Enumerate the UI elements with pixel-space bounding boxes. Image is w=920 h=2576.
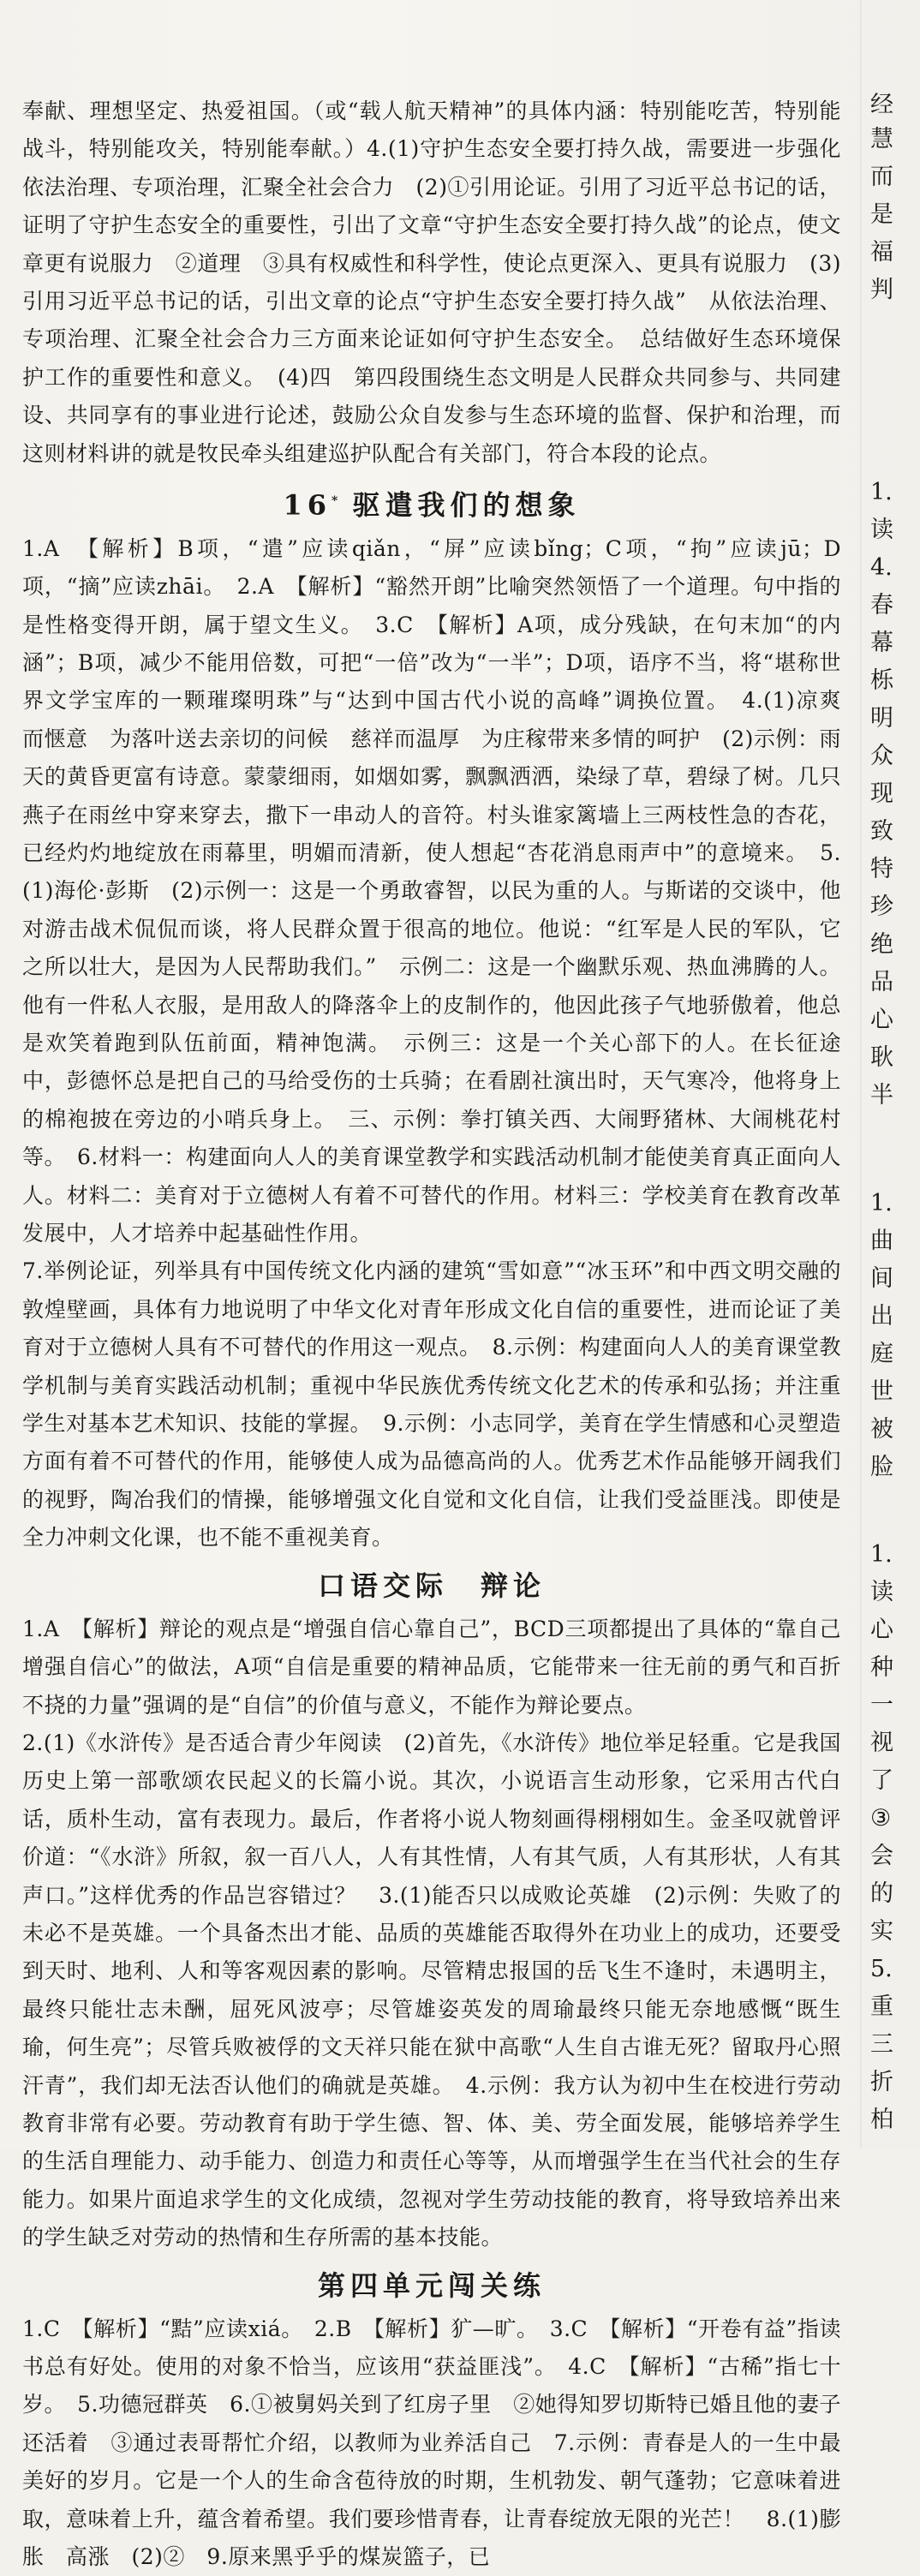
- adjacent-column-char: 现: [870, 780, 893, 807]
- adjacent-column-char: 而: [870, 164, 893, 190]
- adjacent-column-char: 幕: [870, 630, 893, 656]
- adjacent-column-char: 心: [870, 1007, 893, 1033]
- adjacent-column-char: 致: [870, 818, 893, 845]
- adjacent-column-char: 出: [870, 1303, 893, 1330]
- adjacent-column-char: 的: [870, 1880, 893, 1907]
- adjacent-column-char: 判: [870, 277, 893, 303]
- adjacent-column-char: 春: [870, 592, 893, 619]
- adjacent-column-char: 脸: [870, 1454, 893, 1480]
- section-heading: [22, 2262, 841, 2309]
- adjacent-column-char: 读: [870, 517, 893, 543]
- adjacent-column-char: 绝: [870, 931, 893, 958]
- lesson-marker: *: [332, 494, 338, 509]
- adjacent-column-char: 经: [870, 92, 893, 118]
- adjacent-column-char: 庭: [870, 1341, 893, 1367]
- adjacent-column-char: 三: [870, 2031, 893, 2058]
- answer-column: [0, 93, 863, 2576]
- answer-paragraph: 奉献、理想坚定、热爱祖国。（或“载人航天精神”的具体内涵：特别能吃苦，特别能战斗，特别能攻关，特别能奉献。）4.(1)守护生态安全要打持久战，需要进一步强化依法治理、专项治理，汇聚全社会合力 (2)①引用论证。引用了习近平总书记的话，证明了守护生态安全的重要性，引出了文章“守护生态安全要打持久战”的论点，使文章更有说服力 ②道理 ③具有权威性和科学性，使论点更深入、更具有说服力 (3)引用习近平总书记的话，引出文章的论点“守护生态安全要打持久战” 从依法治理、专项治理、汇聚全社会合力三方面来论证如何守护生态安全。 总结做好生态环境保护工作的重要性和意义。 (4)四 第四段围绕生态文明是人民群众共同参与、共同建设、共同享有的事业进行论述，鼓励公众自发参与生态环境的监督、保护和治理，而这则材料讲的就是牧民牵头组建巡护队配合有关部门，符合本段的论点。: [22, 99, 841, 466]
- adjacent-column-char: 读: [870, 1579, 893, 1605]
- adjacent-column-char: 被: [870, 1416, 893, 1443]
- adjacent-column-char: 众: [870, 743, 893, 769]
- answer-paragraph: 7.举例论证，列举具有中国传统文化内涵的建筑“雪如意”“冰玉环”和中西文明交融的敦煌壁画，具体有力地说明了中华文化对青年形成文化自信的重要性，进而论证了美育对于立德树人具有不可替代的作用这一观点。 8.示例：构建面向人人的美育课堂教学机制与美育实践活动机制；重视中华民族优秀传统文化艺术的传承和弘扬；并注重学生对基本艺术知识、技能的掌握。 9.示例：小志同学，美育在学生情感和心灵塑造方面有着不可替代的作用，能够使人成为品德高尚的人。优秀艺术作品能够开阔我们的视野，陶冶我们的情操，能够增强文化自觉和文化自信，让我们受益匪浅。即使是全力冲刺文化课，也不能不重视美育。: [22, 1258, 841, 1551]
- adjacent-column-char: 种: [870, 1654, 893, 1681]
- adjacent-column-char: 曲: [870, 1228, 893, 1254]
- adjacent-column-char: 视: [870, 1730, 893, 1756]
- section-title: 口语交际 辩论: [317, 1569, 546, 1602]
- adjacent-column-fragment: [867, 0, 920, 2149]
- adjacent-column-char: 会: [870, 1843, 893, 1869]
- adjacent-column-char: 1.: [870, 1190, 893, 1216]
- adjacent-column-char: 心: [870, 1617, 893, 1643]
- section-heading: [22, 478, 841, 529]
- adjacent-column-char: 世: [870, 1378, 893, 1405]
- adjacent-column-char: 1.: [870, 1541, 893, 1568]
- adjacent-column-char: 了: [870, 1767, 893, 1794]
- adjacent-column-char: 1.: [870, 479, 893, 505]
- adjacent-column-char: 特: [870, 856, 893, 882]
- section-heading: [22, 1563, 841, 1609]
- answer-paragraph: 1.A 【解析】B项，“遣”应读qiǎn，“屏”应读bǐng；C项，“拘”应读jū；D项，“摘”应读zhāi。 2.A 【解析】“豁然开朗”比喻突然领悟了一个道理。句中指的是性格变得开朗，属于望文生义。 3.C 【解析】A项，成分残缺，在句末加“的内涵”；B项，减少不能用倍数，可把“一倍”改为“一半”；D项，语序不当，将“堪称世界文学宝库的一颗璀璨明珠”与“达到中国古代小说的高峰”调换位置。 4.(1)凉爽 而惬意 为落叶送去亲切的问候 慈祥而温厚 为庄稼带来多情的呵护 (2)示例：雨天的黄昏更富有诗意。蒙蒙细雨，如烟如雾，飘飘洒洒，染绿了草，碧绿了树。几只燕子在雨丝中穿来穿去，撒下一串动人的音符。村头谁家篱墙上三两枝性急的杏花，已经灼灼地绽放在雨幕里，明媚而清新，使人想起“杏花消息雨声中”的意境来。 5.(1)海伦·彭斯 (2)示例一：这是一个勇敢睿智，以民为重的人。与斯诺的交谈中，他对游击战术侃侃而谈，将人民群众置于很高的地位。他说：“红军是人民的军队，它之所以壮大，是因为人民帮助我们。” 示例二：这是一个幽默乐观、热血沸腾的人。他有一件私人衣服，是用敌人的降落伞上的皮制作的，他因此孩子气地骄傲着，他总是欢笑着跑到队伍前面，精神饱满。 示例三：这是一个关心部下的人。在长征途中，彭德怀总是把自己的马给受伤的士兵骑；在看剧社演出时，天气寒冷，他将身上的棉袍披在旁边的小哨兵身上。 三、示例：拳打镇关西、大闹野猪林、大闹桃花村等。 6.材料一：构建面向人人的美育课堂教学和实践活动机制才能使美育真正面向人人。材料二：美育对于立德树人有着不可替代的作用。材料三：学校美育在教育改革发展中，人才培养中起基础性作用。: [22, 535, 863, 1246]
- adjacent-column-char: 实: [870, 1918, 893, 1945]
- answer-paragraph: 1.C 【解析】“黠”应读xiá。 2.B 【解析】犷—旷。 3.C 【解析】“开卷有益”指读书总有好处。使用的对象不恰当，应该用“获益匪浅”。 4.C 【解析】“古稀”指七十岁。 5.功德冠群英 6.①被舅妈关到了红房子里 ②她得知罗切斯特已婚且他的妻子还活着 ③通过表哥帮忙介绍，以教师为业养活自己 7.示例：青春是人的一生中最美好的岁月。它是一个人的生命含苞待放的时期，生机勃发、朝气蓬勃；它意味着进取，意味着上升，蕴含着希望。我们要珍惜青春，让青春绽放无限的光芒！ 8.(1)膨胀 高涨 (2)② 9.原来黑乎乎的煤炭篮子，已: [22, 2316, 841, 2570]
- section-title: 驱遣我们的想象: [352, 488, 581, 522]
- adjacent-column-char: 慧: [870, 126, 893, 152]
- adjacent-column-char: 栎: [870, 667, 893, 694]
- adjacent-column-char: 品: [870, 969, 893, 995]
- adjacent-column-char: 柏: [870, 2107, 893, 2133]
- adjacent-column-char: 5.: [870, 1956, 893, 1982]
- section-title: 第四单元闯关练: [317, 2268, 546, 2302]
- adjacent-column-char: 珍: [870, 894, 893, 920]
- adjacent-column-char: 重: [870, 1993, 893, 2020]
- answer-paragraph: 2.(1)《水浒传》是否适合青少年阅读 (2)首先，《水浒传》地位举足轻重。它是我国历史上第一部歌颂农民起义的长篇小说。其次，小说语言生动形象，它采用古代白话，质朴生动，富有表现力。最后，作者将小说人物刻画得栩栩如生。金圣叹就曾评价道：“《水浒》所叙，叙一百八人，人有其性情，人有其气质，人有其形状，人有其声口。”这样优秀的作品岂容错过？ 3.(1)能否只以成败论英雄 (2)示例：失败了的未必不是英雄。一个具备杰出才能、品质的英雄能否取得外在功业上的成功，还要受到天时、地利、人和等客观因素的影响。尽管精忠报国的岳飞生不逢时，未遇明主，最终只能壮志未酬，屈死风波亭；尽管雄姿英发的周瑜最终只能无奈地感慨“既生瑜，何生亮”；尽管兵败被俘的文天祥只能在狱中高歌“人生自古谁无死？留取丹心照汗青”，我们却无法否认他们的确就是英雄。 4.示例：我方认为初中生在校进行劳动教育非常有必要。劳动教育有助于学生德、智、体、美、劳全面发展，能够培养学生的生活自理能力、动手能力、创造力和责任心等等，从而增强学生在当代社会的生存能力。如果片面追求学生的文化成绩，忽视对学生劳动技能的教育，将导致培养出来的学生缺乏对劳动的热情和生存所需的基本技能。: [22, 1730, 841, 2250]
- adjacent-column-char: 一: [870, 1692, 893, 1718]
- answer-paragraph: 1.A 【解析】辩论的观点是“增强自信心靠自己”，BCD三项都提出了具体的“靠自己增强自信心”的做法，A项“自信是重要的精神品质，它能带来一往无前的勇气和百折不挠的力量”强调的是“自信”的价值与意义，不能作为辩论要点。: [22, 1616, 841, 1718]
- adjacent-column-char: ③: [870, 1805, 892, 1832]
- adjacent-column-char: 福: [870, 239, 893, 266]
- adjacent-column-char: 明: [870, 705, 893, 732]
- adjacent-column-char: 折: [870, 2069, 893, 2095]
- adjacent-column-char: 耿: [870, 1044, 893, 1071]
- adjacent-column-char: 是: [870, 201, 893, 228]
- adjacent-column-char: 间: [870, 1265, 893, 1292]
- lesson-number: 16: [283, 488, 332, 522]
- column-divider: [860, 0, 862, 2149]
- adjacent-column-char: 半: [870, 1082, 893, 1109]
- adjacent-column-char: 4.: [870, 554, 893, 581]
